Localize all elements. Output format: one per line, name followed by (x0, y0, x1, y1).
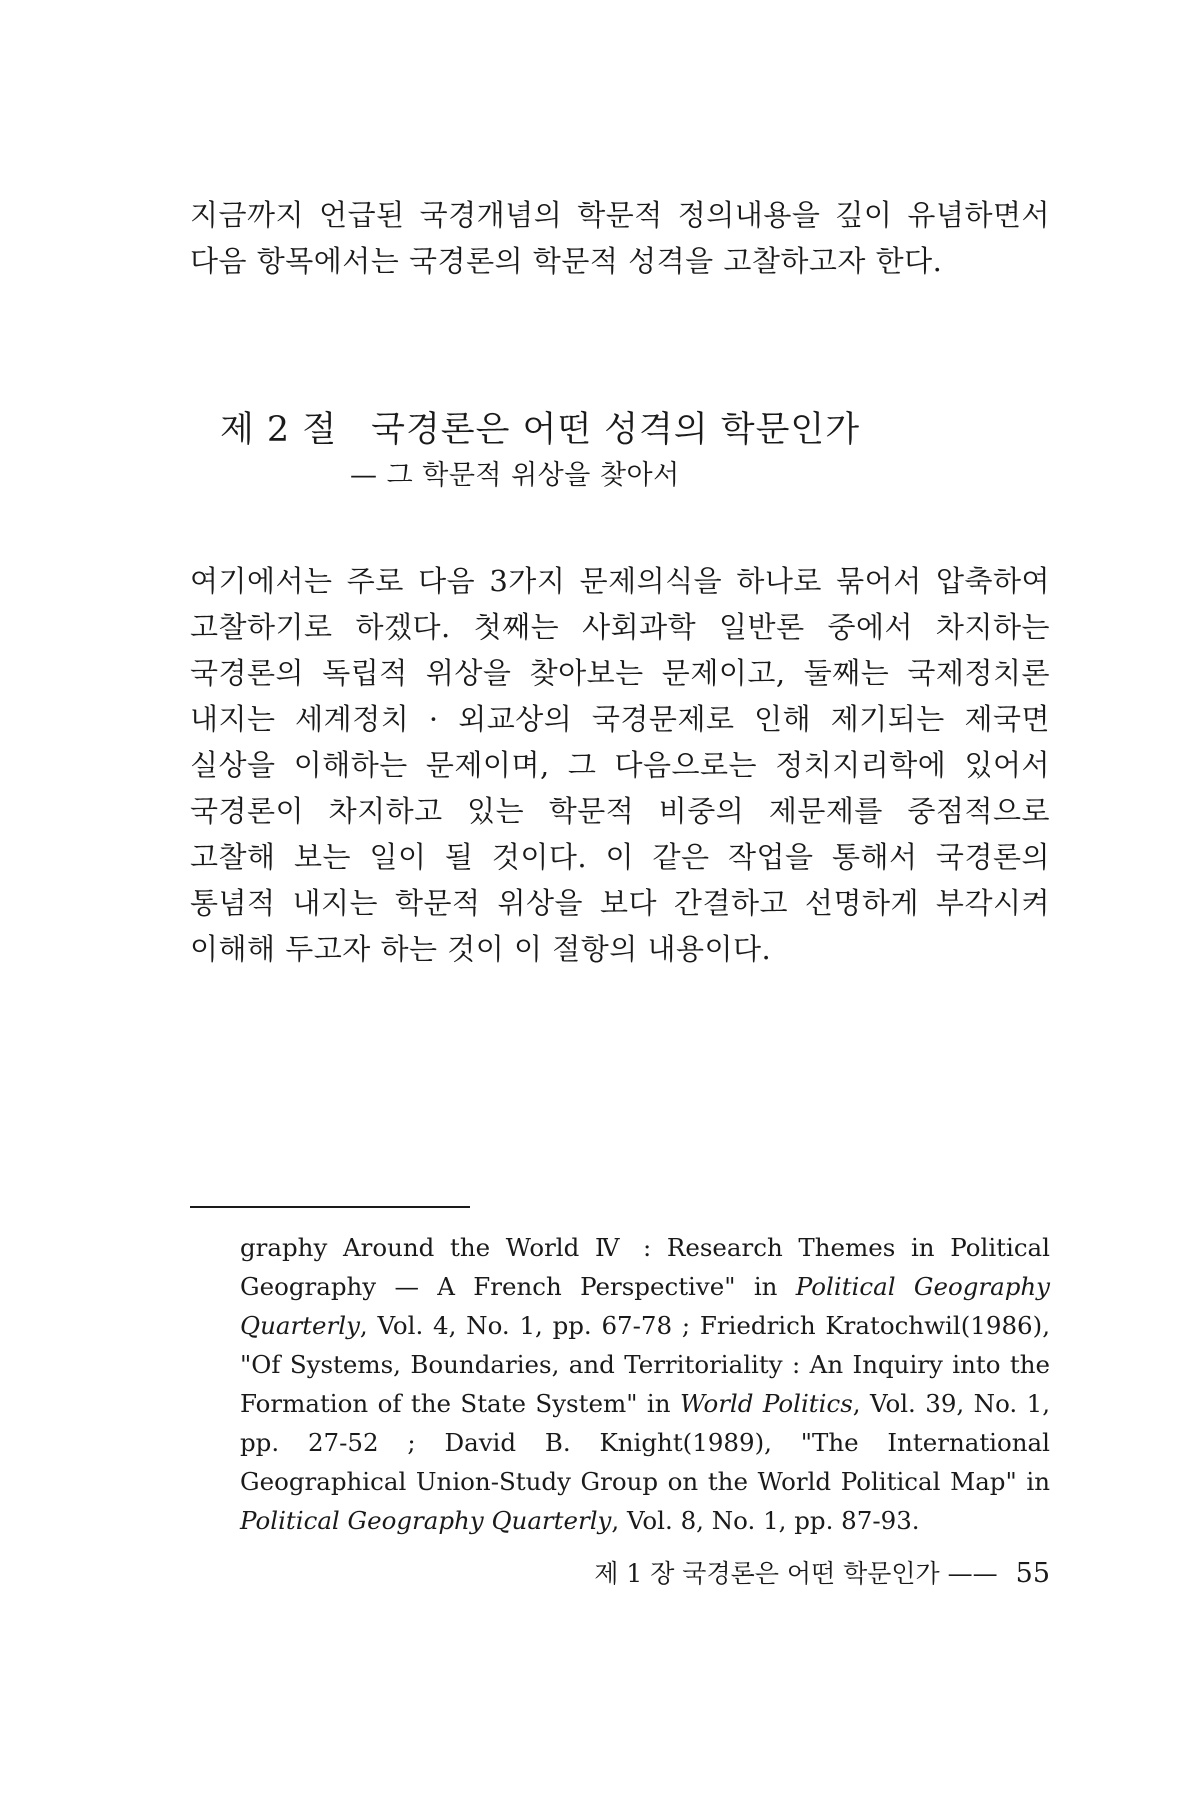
footnote-divider (190, 1206, 470, 1208)
section-title: 국경론은 어떤 성격의 학문인가 (371, 410, 861, 450)
section-number: 제 2 절 (220, 410, 338, 450)
footer-chapter-title: 제 1 장 국경론은 어떤 학문인가 —— (594, 1559, 998, 1588)
footnote-text: , Vol. 4, No. 1, pp. 67-78 ; Friedrich Kratochwil(1986), "Of Systems, Boundaries, and Territoriality : An Inquiry into the Formation of the State System" in (240, 1311, 1050, 1418)
body-paragraph: 여기에서는 주로 다음 3가지 문제의식을 하나로 묶어서 압축하여 고찰하기로 하겠다. 첫째는 사회과학 일반론 중에서 차지하는 국경론의 독립적 위상을 찾아보는 문제이고, 둘째는 국제정치론 내지는 세계정치 · 외교상의 국경문제로 인해 제기되는 제국면 실상을 이해하는 문제이며, 그 다음으로는 정치지리학에 있어서 국경론이 차지하고 있는 학문적 비중의 제문제를 중점적으로 고찰해 보는 일이 될 것이다. 이 같은 작업을 통해서 국경론의 통념적 내지는 학문적 위상을 보다 간결하고 선명하게 부각시켜 이해해 두고자 하는 것이 이 절항의 내용이다. (190, 564, 1050, 966)
footnote-journal-title: Political Geography Quarterly (240, 1506, 612, 1535)
footnote-journal-title: Political Geography Quarterly (240, 1272, 1050, 1340)
section-heading (220, 408, 1040, 452)
footnote-text: , Vol. 8, No. 1, pp. 87-93. (611, 1506, 920, 1535)
running-footer (590, 1556, 1050, 1592)
section-subtitle: — 그 학문적 위상을 찾아서 (350, 460, 680, 491)
footnote-text: , Vol. 39, No. 1, pp. 27-52 ; David B. Knight(1989), "The International Geographical Union-Study Group on the World Political Map" in (240, 1389, 1051, 1496)
footnote-journal-title: World Politics (679, 1389, 853, 1418)
footnote-text: graphy Around the World Ⅳ : Research Themes in Political Geography — A French Perspective" in (240, 1233, 1050, 1301)
footnote (240, 1228, 1050, 1540)
intro-paragraph: 지금까지 언급된 국경개념의 학문적 정의내용을 깊이 유념하면서 다음 항목에서는 국경론의 학문적 성격을 고찰하고자 한다. (190, 198, 1050, 278)
page-number: 55 (1015, 1558, 1050, 1589)
